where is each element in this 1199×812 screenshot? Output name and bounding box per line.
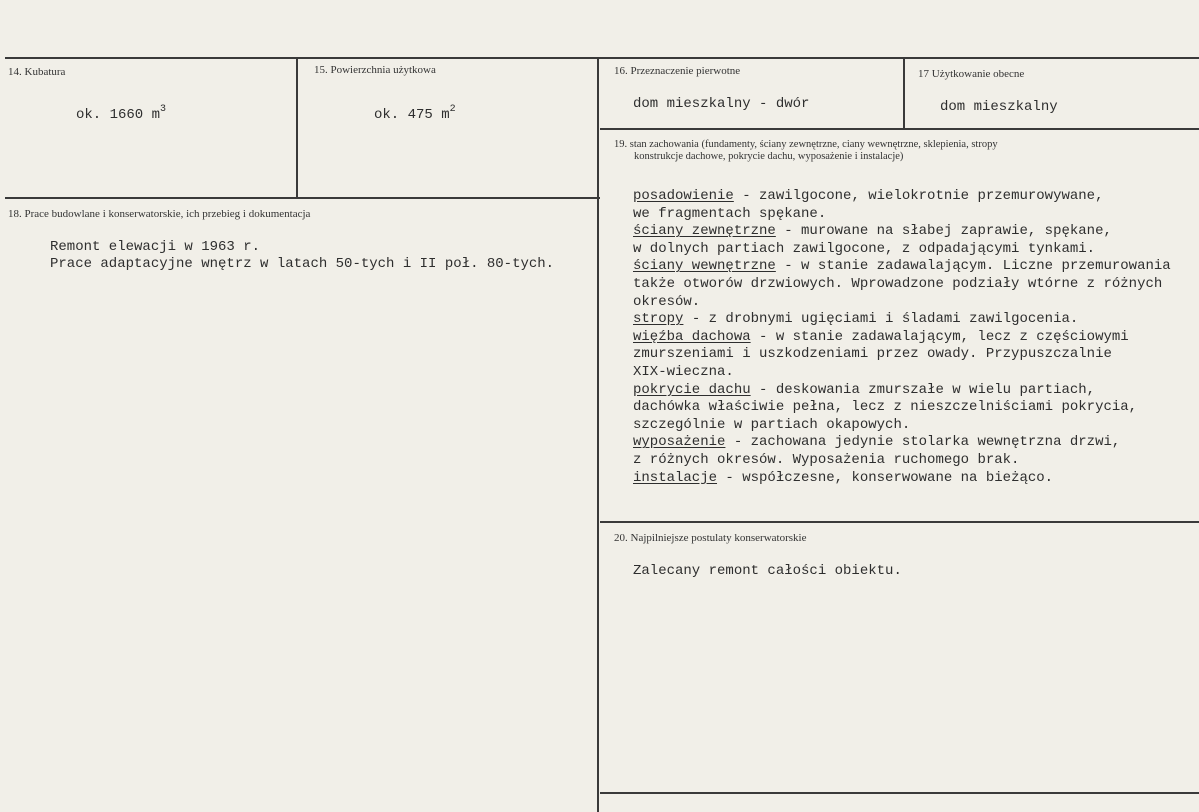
rule-under-19 <box>600 521 1199 523</box>
condition-continuation: XIX-wieczna. <box>633 364 734 380</box>
condition-continuation: dachówka właściwie pełna, lecz z nieszczelniściami pokrycia, <box>633 399 1138 416</box>
condition-text: - zawilgocone, wielokrotnie przemurowywane, <box>733 188 1104 204</box>
condition-text: - w stanie zadawalającym. Liczne przemurowania <box>775 258 1171 275</box>
field-15-unit-exponent: 2 <box>449 104 456 115</box>
field-18-line-1: Remont elewacji w 1963 r. <box>50 239 261 255</box>
field-18-label: 18. Prace budowlane i konserwatorskie, ich przebieg i dokumentacja <box>8 208 311 220</box>
condition-text: - murowane na słabej zaprawie, spękane, <box>775 223 1112 240</box>
condition-term: ściany wewnętrzne <box>633 258 776 275</box>
condition-item <box>633 311 1078 329</box>
field-19-label-line-2: konstrukcje dachowe, pokrycie dachu, wyposażenie i instalacje) <box>634 151 904 162</box>
condition-term: pokrycie dachu <box>633 381 751 398</box>
divider-14-15 <box>296 57 298 197</box>
center-divider <box>597 57 599 812</box>
field-17-label: 17 Użytkowanie obecne <box>918 68 1025 80</box>
field-16-label: 16. Przeznaczenie pierwotne <box>614 65 741 77</box>
condition-continuation: w dolnych partiach zawilgocone, z odpadającymi tynkami. <box>633 240 1096 257</box>
condition-continuation: z różnych okresów. Wyposażenia ruchomego brak. <box>633 452 1020 468</box>
condition-continuation: we fragmentach spękane. <box>633 205 827 222</box>
condition-continuation: zmurszeniami i uszkodzeniami przez owady. Przypuszczalnie <box>633 346 1112 363</box>
condition-continuation: także otworów drzwiowych. Wprowadzone podziały wtórne z różnych <box>633 276 1163 292</box>
bottom-rule <box>600 792 1199 794</box>
condition-text: - zachowana jedynie stolarka wewnętrzna drzwi, <box>725 434 1121 451</box>
field-19-label-line-1: 19. stan zachowania (fundamenty, ściany zewnętrzne, ciany wewnętrzne, sklepienia, stropy <box>614 139 998 150</box>
condition-item <box>633 434 1120 452</box>
condition-text: - współczesne, konserwowane na bieżąco. <box>717 469 1054 486</box>
field-14-value-text: ok. 1660 m <box>76 107 161 123</box>
field-14-label: 14. Kubatura <box>8 66 66 78</box>
field-14-value <box>76 101 166 125</box>
condition-term: wyposażenie <box>633 434 726 451</box>
condition-text: - deskowania zmurszałe w wielu partiach, <box>750 381 1096 398</box>
field-15-value <box>374 101 456 125</box>
condition-text: - z drobnymi ugięciami i śladami zawilgocenia. <box>683 311 1079 328</box>
condition-term: posadowienie <box>633 188 734 204</box>
field-14-unit-exponent: 3 <box>160 104 167 115</box>
field-15-value-text: ok. 475 m <box>374 107 450 123</box>
field-15-label: 15. Powierzchnia użytkowa <box>314 64 436 76</box>
field-20-label: 20. Najpilniejsze postulaty konserwatorskie <box>614 532 807 544</box>
field-17-value: dom mieszkalny <box>940 99 1058 115</box>
condition-item <box>633 188 1104 206</box>
divider-16-17 <box>903 57 905 128</box>
field-20-value: Zalecany remont całości obiektu. <box>633 563 902 579</box>
field-16-value: dom mieszkalny - dwór <box>633 96 810 112</box>
condition-item <box>633 382 1095 400</box>
field-18-line-2: Prace adaptacyjne wnętrz w latach 50-tych i II poł. 80-tych. <box>50 256 555 272</box>
condition-item <box>633 223 1112 241</box>
condition-text: - w stanie zadawalającym, lecz z częściowymi <box>750 328 1129 345</box>
condition-item <box>633 329 1129 347</box>
condition-term: więźba dachowa <box>633 328 751 345</box>
top-rule <box>5 57 1199 59</box>
condition-continuation: szczególnie w partiach okapowych. <box>633 416 911 433</box>
rule-under-17 <box>600 128 1199 130</box>
condition-item <box>633 470 1053 488</box>
condition-item <box>633 258 1171 276</box>
condition-term: stropy <box>633 311 684 328</box>
condition-term: ściany zewnętrzne <box>633 223 776 240</box>
condition-continuation: okresów. <box>633 293 701 310</box>
condition-term: instalacje <box>633 469 718 486</box>
rule-under-15 <box>5 197 600 199</box>
